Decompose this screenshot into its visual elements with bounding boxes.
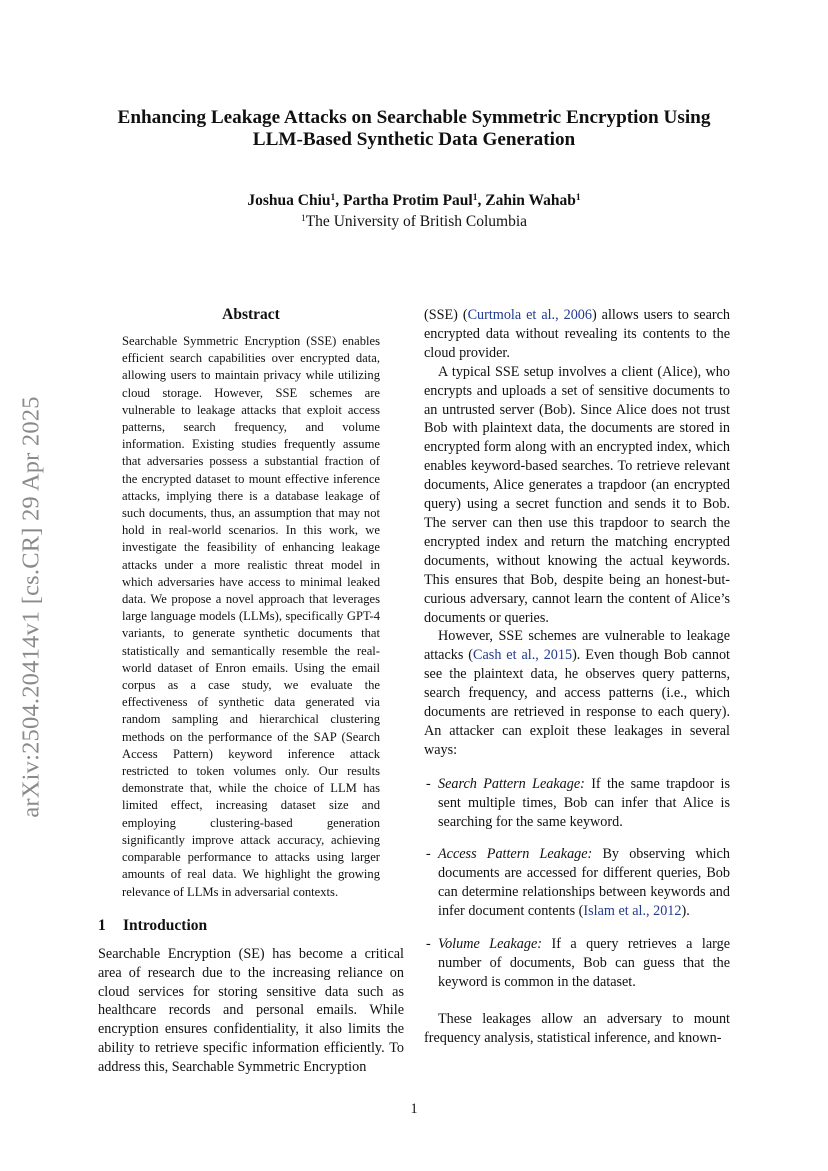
- section-number: 1: [98, 917, 106, 934]
- arxiv-identifier[interactable]: arXiv:2504.20414v1 [cs.CR] 29 Apr 2025: [18, 396, 46, 818]
- text-run: ). Even though Bob cannot see the plaintext data, he observes query patterns, search frequency, and access patterns (i.e., which documents are retrieved in response to each query). An attacker can exploit these leakages in several ways:: [424, 647, 730, 758]
- abstract-body: [122, 333, 380, 901]
- item-text: ).: [681, 903, 690, 920]
- dash-bullet: -: [426, 846, 431, 863]
- title-line-1: Enhancing Leakage Attacks on Searchable Symmetric Encryption Using: [117, 107, 711, 128]
- section-heading: [98, 916, 408, 936]
- abstract-heading: Abstract: [222, 306, 280, 323]
- item-text: By observing which documents are accessed for different queries, Bob can determine relationships between keywords and infer document contents (: [438, 846, 730, 920]
- list-item: [424, 845, 730, 921]
- item-label: Access Pattern Leakage:: [438, 846, 593, 863]
- title-line-2: LLM-Based Synthetic Data Generation: [252, 129, 576, 150]
- author-name: Partha Protim Paul: [343, 192, 473, 209]
- affiliation-name: The University of British Columbia: [305, 213, 528, 230]
- intro-paragraph: Searchable Encryption (SE) has become a critical area of research due to the increasing reliance on cloud services for storing sensitive data such as healthcare records and personal emails. While encryption ensures confidentiality, it also limits the ability to retrieve specific information efficiently. To address this, Searchable Symmetric Encryption: [98, 946, 404, 1075]
- page-number: 1: [410, 1101, 418, 1117]
- section-title: Introduction: [123, 917, 208, 934]
- introduction-body: [98, 945, 404, 1077]
- citation-link[interactable]: Islam et al., 2012: [583, 903, 682, 920]
- list-item: [424, 935, 730, 992]
- item-text: If the same trapdoor is sent multiple times, Bob can infer that Alice is searching for the same keyword.: [438, 775, 730, 830]
- paper-title: [90, 107, 738, 151]
- author-separator: ,: [335, 192, 344, 209]
- paragraph: A typical SSE setup involves a client (Alice), who encrypts and uploads a set of sensitive documents to an untrusted server (Bob). Since Alice does not trust Bob with plaintext data, the documents are stored in encrypted form along with an encrypted index, which enables keyword-based searches. To retrieve relevant documents, Alice generates a trapdoor (an encrypted query) using a secret function and sends it to Bob. The server can then use this trapdoor to search the encrypted index and return the matching encrypted documents, without knowing the actual keywords. This ensures that Bob, despite being an honest-but-curious adversary, cannot learn the content of Alice’s documents or queries.: [424, 363, 730, 626]
- paragraph: [424, 306, 730, 363]
- abstract-text: Searchable Symmetric Encryption (SSE) enables efficient search capabilities over encrypted data, allowing users to maintain privacy while utilizing cloud storage. However, SSE schemes are vulnerable to leakage attacks that exploit access patterns, search frequency, and volume information. Existing studies frequently assume that adversaries possess a substantial fraction of the encrypted dataset to mount effective inference attacks, implying there is a database leakage of such documents, thus, an assumption that may not hold in real-world scenarios. In this work, we investigate the feasibility of enhancing leakage attacks under a more realistic threat model in which adversaries have access to minimal leaked data. We propose a novel approach that leverages large language models (LLMs), specifically GPT-4 variants, to generate synthetic documents that statistically and semantically resemble the real-world dataset of Enron emails. Using the email corpus as a case study, we evaluate the effectiveness of synthetic data generated via random sampling and hierarchical clustering methods on the performance of the SAP (Search Access Pattern) keyword inference attack restricted to token volumes only. Our results demonstrate that, while the choice of LLM has limited effect, increasing dataset size and employing clustering-based generation significantly improve attack accuracy, achieving comparable performance to attacks using larger amounts of real data. We highlight the growing relevance of LLMs in adversarial contexts.: [122, 334, 380, 899]
- affiliation-marker: 1: [330, 193, 336, 203]
- citation-link[interactable]: Curtmola et al., 2006: [467, 307, 592, 323]
- text-run: However, SSE schemes are vulnerable to leakage attacks (: [424, 628, 730, 664]
- text-run: (SSE) (: [424, 307, 468, 323]
- right-column: [424, 306, 730, 1048]
- arxiv-side-stamp: [14, 362, 50, 852]
- paragraph: [424, 627, 730, 759]
- list-item: [424, 775, 730, 832]
- leakage-list: [424, 775, 730, 992]
- citation-link[interactable]: Cash et al., 2015: [473, 647, 573, 664]
- affiliation-marker: 1: [575, 193, 581, 203]
- author-name: Joshua Chiu: [247, 192, 331, 209]
- paragraph: These leakages allow an adversary to mount frequency analysis, statistical inference, and known-: [424, 1010, 730, 1046]
- author-list: [90, 191, 738, 211]
- affiliation-marker: 1: [300, 214, 306, 224]
- item-label: Volume Leakage:: [438, 936, 543, 953]
- item-label: Search Pattern Leakage:: [438, 775, 585, 792]
- author-name: Zahin Wahab: [485, 192, 576, 209]
- affiliation-marker: 1: [472, 193, 478, 203]
- dash-bullet: -: [426, 936, 431, 953]
- author-separator: ,: [477, 192, 486, 209]
- text-run: ) allows users to search encrypted data without revealing its contents to the cloud provider.: [424, 307, 730, 361]
- affiliation: [90, 212, 738, 232]
- dash-bullet: -: [426, 775, 431, 792]
- item-text: If a query retrieves a large number of documents, Bob can guess that the keyword is common in the dataset.: [438, 936, 730, 990]
